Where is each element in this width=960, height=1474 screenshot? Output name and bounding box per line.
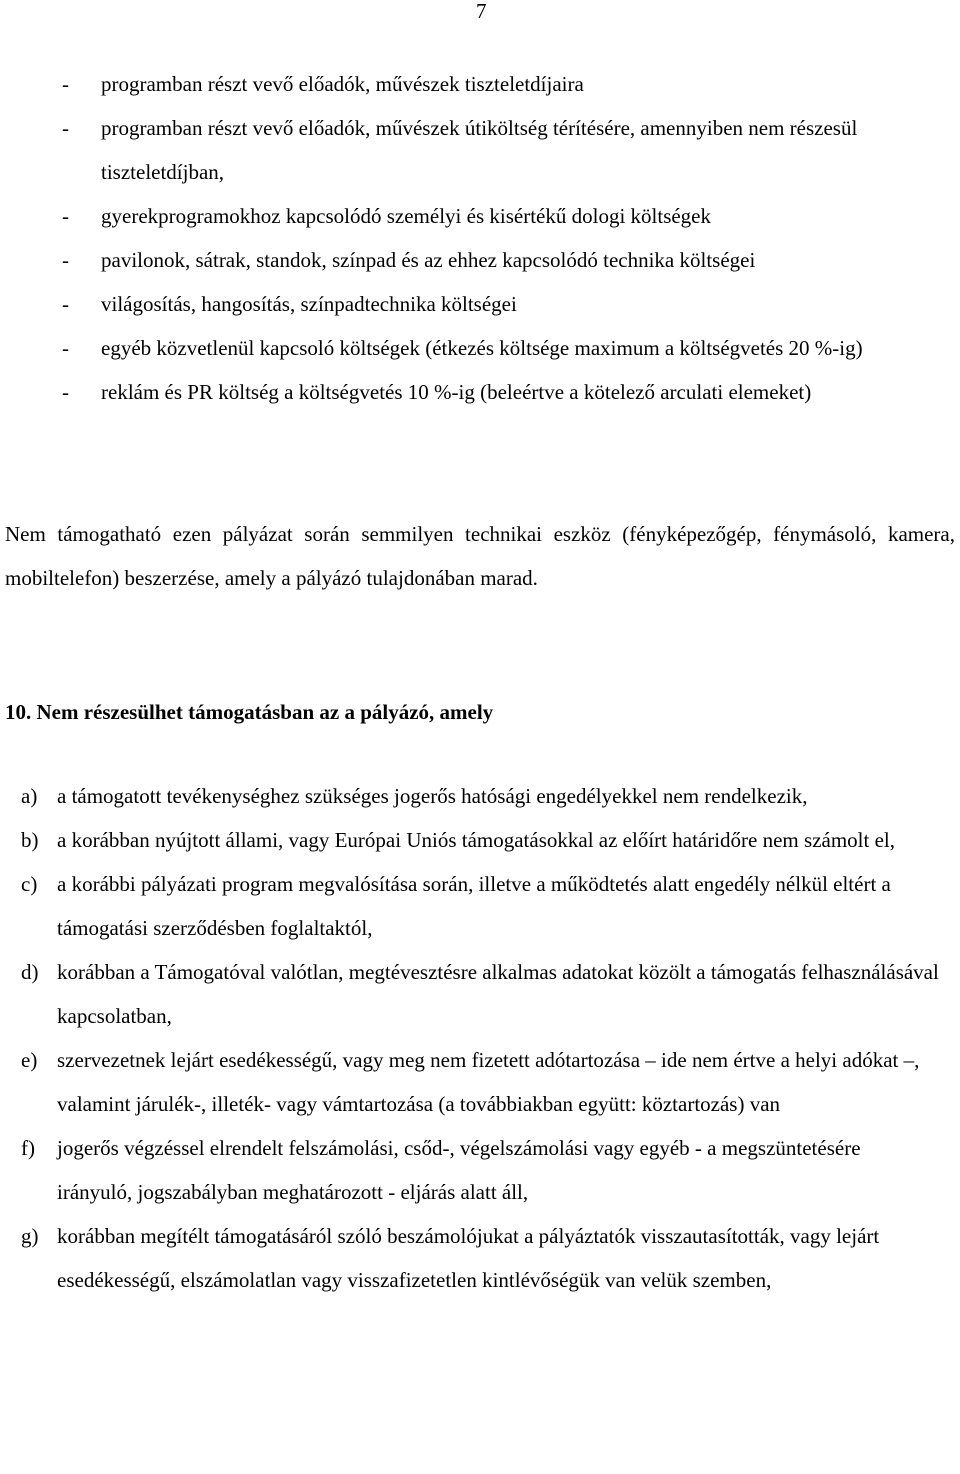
dash-marker: - [62,116,69,140]
list-item [0,370,960,414]
not-supported-paragraph: Nem támogatható ezen pályázat során semmilyen technikai eszköz (fényképezőgép, fénymásoló, kamera, mobiltelefon) beszerzése, amely a pályázó tulajdonában marad. [5,522,955,590]
list-marker: b) [21,828,39,852]
list-item [0,1038,960,1126]
list-marker: d) [21,960,39,984]
list-item [0,326,960,370]
list-item-text: a korábbi pályázati program megvalósítása során, illetve a működtetés alatt engedély nélkül eltért a támogatási szerződésben foglaltaktól, [57,872,891,940]
list-item [0,1126,960,1214]
list-item [0,950,960,1038]
list-marker: c) [21,872,38,896]
page-number: 7 [476,0,487,23]
list-item-text: a korábban nyújtott állami, vagy Európai Uniós támogatásokkal az előírt határidőre nem számolt el, [57,828,895,852]
dash-marker: - [62,204,69,228]
list-marker: e) [21,1048,38,1072]
list-marker: a) [21,784,38,808]
list-item-text: egyéb közvetlenül kapcsoló költségek (étkezés költsége maximum a költségvetés 20 %-ig) [101,336,863,360]
list-item-text: jogerős végzéssel elrendelt felszámolási, csőd-, végelszámolási vagy egyéb - a megszüntetésére irányuló, jogszabályban meghatározott - eljárás alatt áll, [57,1136,861,1204]
dash-marker: - [62,72,69,96]
list-item [0,1214,960,1302]
list-item-text: reklám és PR költség a költségvetés 10 %-ig (beleértve a kötelező arculati elemeket) [101,380,812,404]
list-item [0,106,960,194]
list-item [0,238,960,282]
list-item-text: pavilonok, sátrak, standok, színpad és az ehhez kapcsolódó technika költségei [101,248,756,272]
list-item [0,194,960,238]
list-item-text: korábban a Támogatóval valótlan, megtévesztésre alkalmas adatokat közölt a támogatás felhasználásával kapcsolatban, [57,960,939,1028]
list-item-text: gyerekprogramokhoz kapcsolódó személyi és kisértékű dologi költségek [101,204,712,228]
list-item-text: világosítás, hangosítás, színpadtechnika költségei [101,292,517,316]
list-item-text: szervezetnek lejárt esedékességű, vagy meg nem fizetett adótartozása – ide nem értve a helyi adókat –, valamint járulék-, illeték- vagy vámtartozása (a továbbiakban együtt: köztartozás) van [57,1048,920,1116]
list-item-text: a támogatott tevékenységhez szükséges jogerős hatósági engedélyekkel nem rendelkezik, [57,784,808,808]
list-item [0,282,960,326]
exclusions-list [0,774,960,1302]
list-marker: g) [21,1224,39,1248]
dash-marker: - [62,380,69,404]
list-item [0,774,960,818]
dash-marker: - [62,248,69,272]
dash-marker: - [62,292,69,316]
list-item [0,862,960,950]
section-heading: 10. Nem részesülhet támogatásban az a pályázó, amely [5,700,494,724]
list-item [0,818,960,862]
cost-items-list [0,62,960,414]
list-item-text: korábban megítélt támogatásáról szóló beszámolójukat a pályáztatók visszautasították, vagy lejárt esedékességű, elszámolatlan vagy visszafizetetlen kintlévőségük van velük szemben, [57,1224,880,1292]
list-marker: f) [21,1136,35,1160]
dash-marker: - [62,336,69,360]
list-item-text: programban részt vevő előadók, művészek útiköltség térítésére, amennyiben nem részesül tiszteletdíjban, [101,116,858,184]
list-item [0,62,960,106]
list-item-text: programban részt vevő előadók, művészek tiszteletdíjaira [101,72,584,96]
